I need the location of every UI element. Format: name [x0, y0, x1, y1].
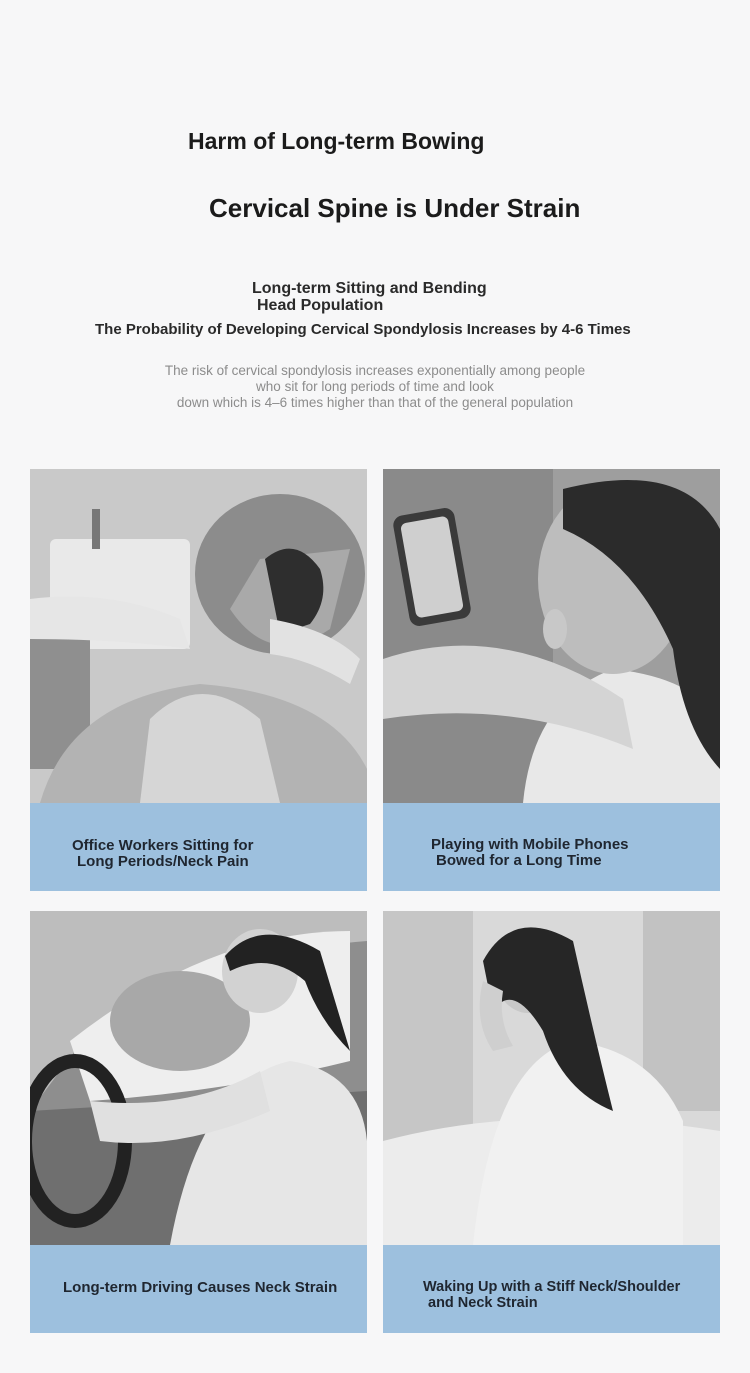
office-worker-caption [72, 838, 253, 870]
probability-text: The Probability of Developing Cervical Spondylosis Increases by 4-6 Times [95, 321, 631, 338]
caption-line: Bowed for a Long Time [436, 852, 602, 869]
caption-line: Office Workers Sitting for [72, 837, 254, 854]
waking-up-photo [383, 911, 720, 1245]
population-heading-line: Long-term Sitting and Bending [252, 280, 487, 297]
driving-card [30, 911, 367, 1333]
caption-line: Long Periods/Neck Pain [77, 853, 249, 870]
caption-line: Long-term Driving Causes Neck Strain [63, 1279, 338, 1296]
office-worker-photo [30, 469, 367, 803]
risk-description-line: down which is 4–6 times higher than that of the general population [176, 395, 574, 410]
caption-line: and Neck Strain [428, 1295, 538, 1311]
driving-photo [30, 911, 367, 1245]
mobile-phone-photo [383, 469, 720, 803]
page-subtitle: Cervical Spine is Under Strain [209, 193, 581, 223]
waking-up-caption [423, 1279, 680, 1311]
risk-description [0, 363, 750, 411]
driving-caption [63, 1280, 337, 1296]
office-worker-card [30, 469, 367, 891]
risk-description-line: who sit for long periods of time and look [256, 379, 494, 394]
page-title: Harm of Long-term Bowing [188, 128, 485, 154]
caption-line: Waking Up with a Stiff Neck/Shoulder [423, 1279, 681, 1295]
waking-up-card [383, 911, 720, 1333]
mobile-phone-card [383, 469, 720, 891]
mobile-phone-caption [431, 837, 629, 869]
population-heading [252, 280, 487, 314]
population-heading-line: Head Population [257, 297, 384, 314]
caption-line: Playing with Mobile Phones [431, 836, 629, 853]
risk-description-line: The risk of cervical spondylosis increases exponentially among people [164, 363, 586, 378]
